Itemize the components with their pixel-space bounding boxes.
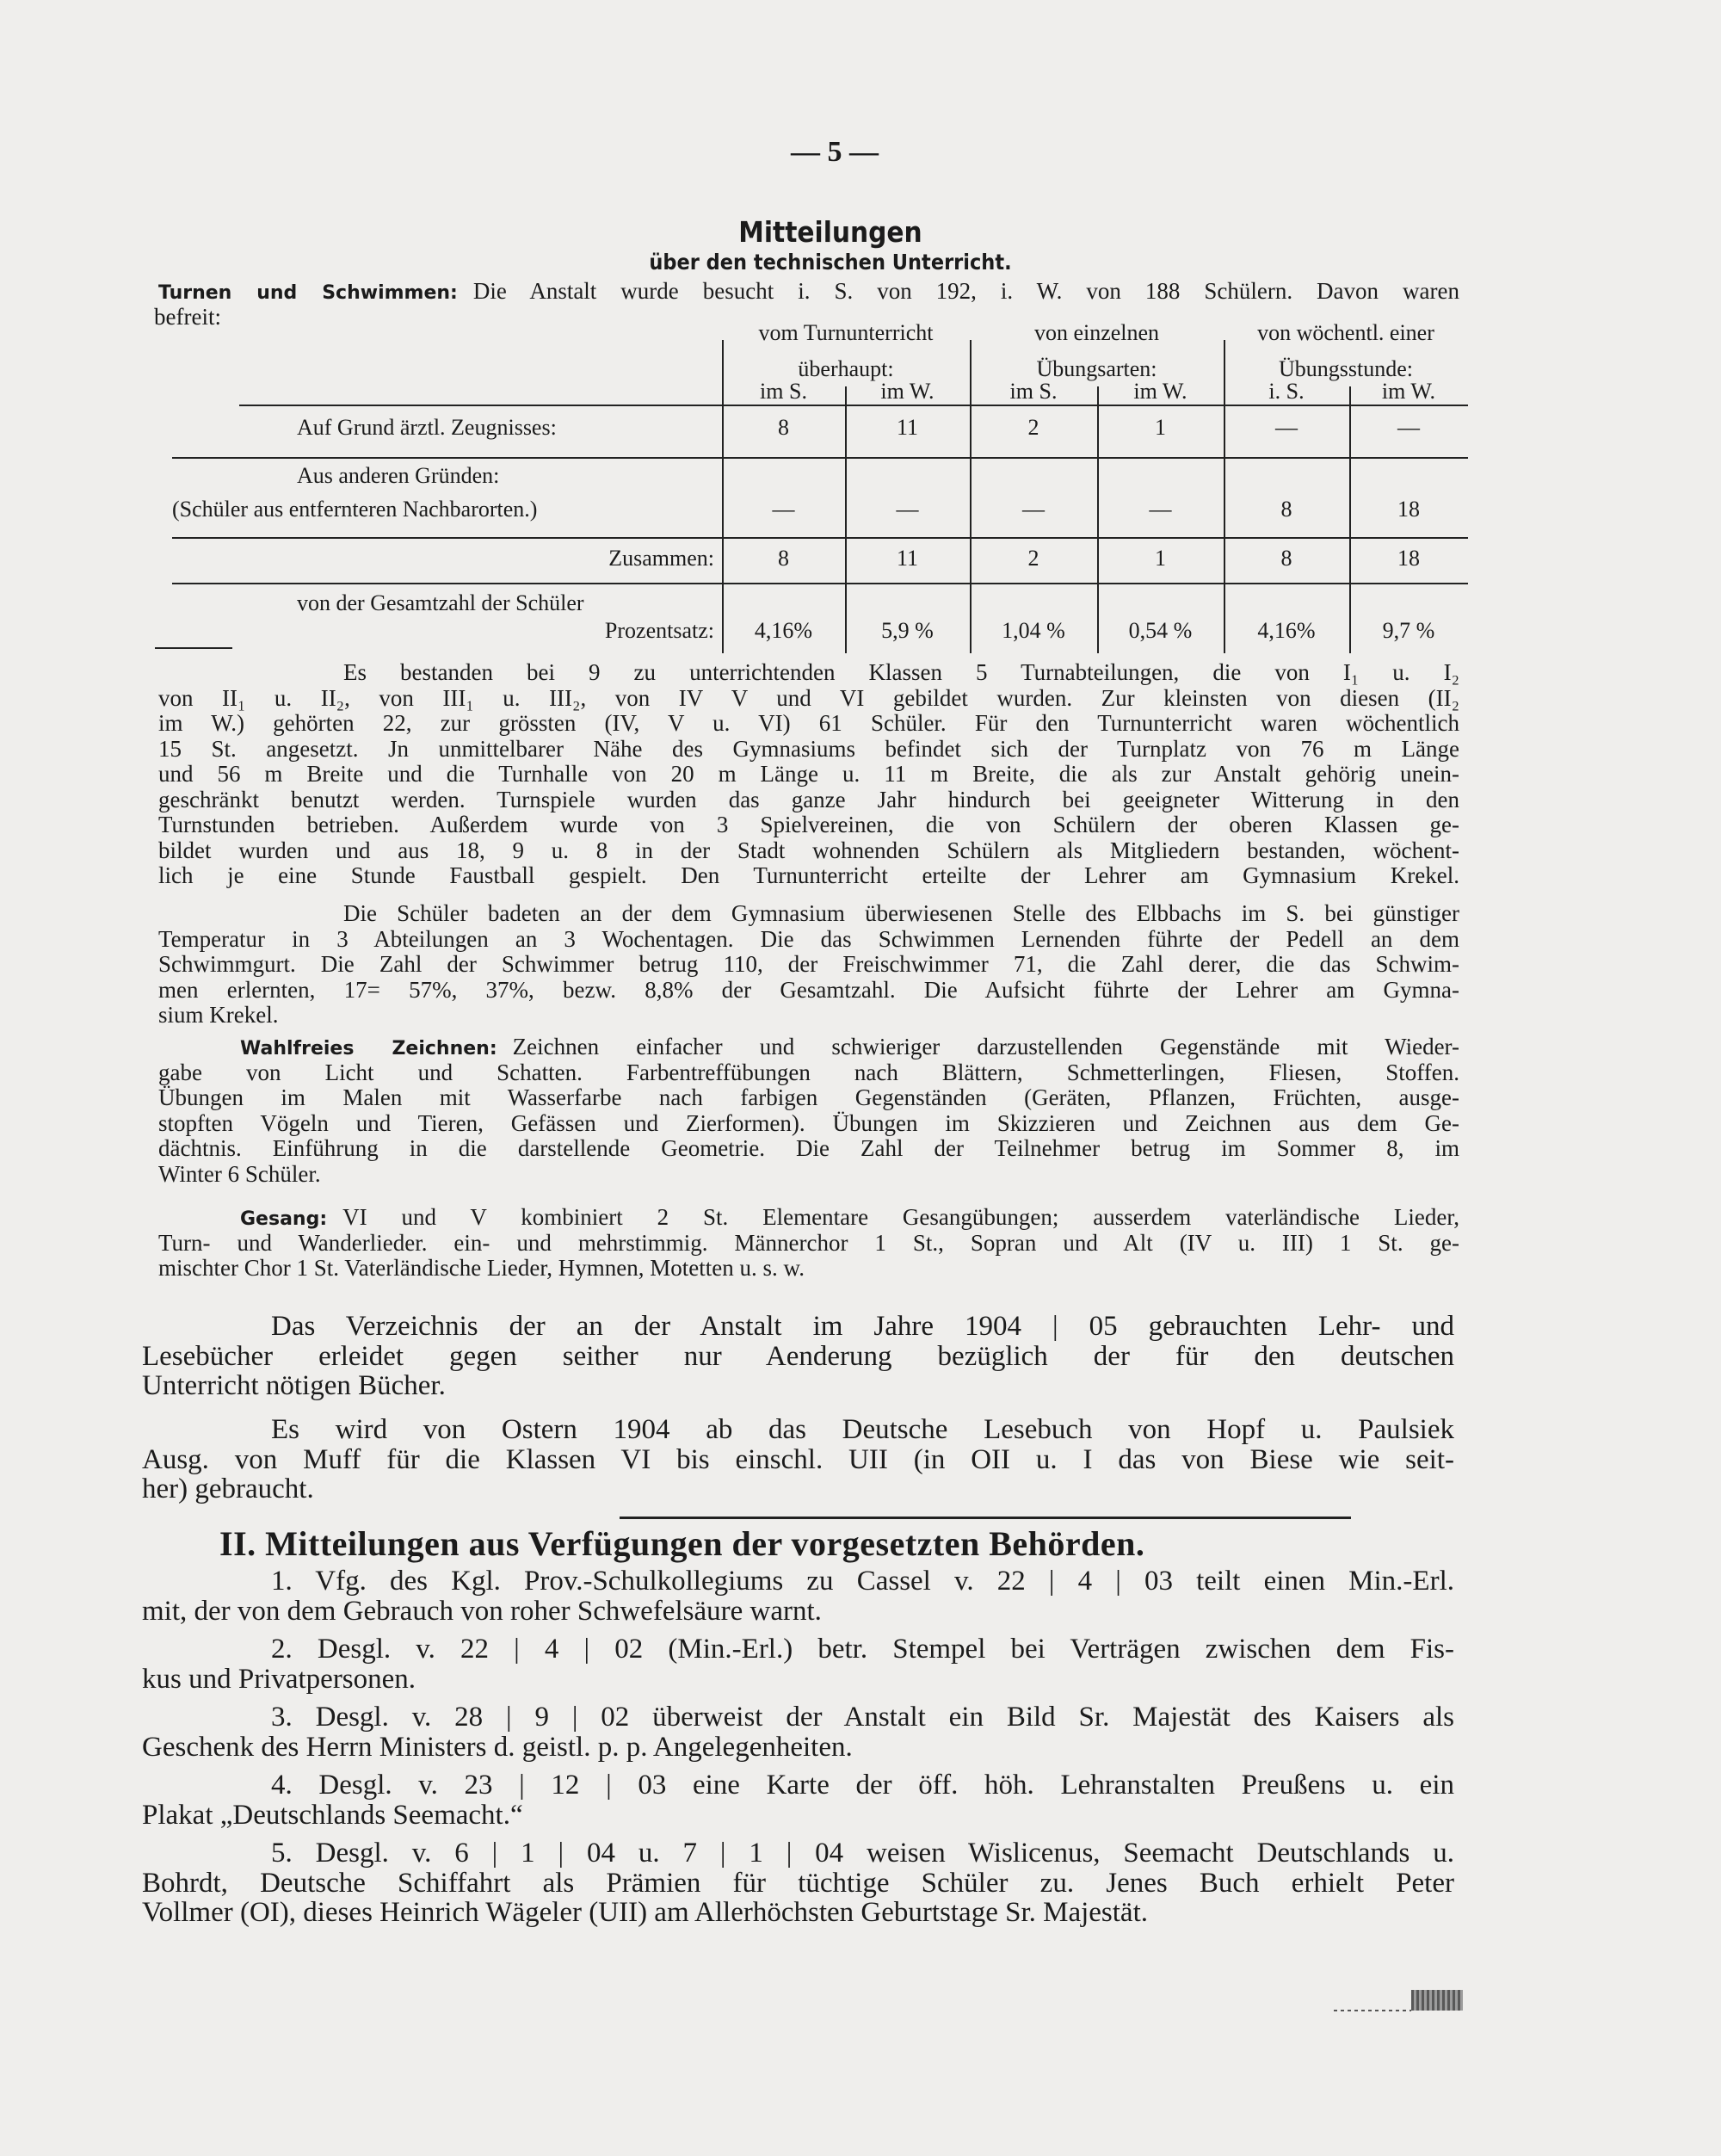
table-rule <box>239 405 1468 406</box>
text-line: Bohrdt, Deutsche Schiffahrt als Prämien für tüchtige Schüler zu. Jenes Buch erhielt Peter <box>142 1867 1454 1899</box>
text-line: Geschenk des Herrn Ministers d. geistl. p. p. Angelegenheiten. <box>142 1731 853 1763</box>
text-line: her) gebraucht. <box>142 1473 314 1504</box>
print-dash <box>1334 2010 1411 2011</box>
heading-rule <box>620 1517 1351 1519</box>
table-end-rule <box>155 647 232 649</box>
table-cell: — <box>1022 497 1045 522</box>
text-line: 2. Desgl. v. 22 | 4 | 02 (Min.-Erl.) betr. Stempel bei Verträgen zwischen dem Fis- <box>271 1634 1454 1665</box>
text-line: Vollmer (OI), dieses Heinrich Wägeler (UII) am Allerhöchsten Geburtstage Sr. Majestät. <box>142 1897 1149 1928</box>
table-cell: 18 <box>1397 546 1420 571</box>
text-line: gabe von Licht und Schatten. Farbentreffübungen nach Blättern, Schmetterlingen, Fliesen, Stoffen. <box>158 1059 1459 1085</box>
text-line <box>158 1205 1459 1231</box>
text-line: 5. Desgl. v. 6 | 1 | 04 u. 7 | 1 | 04 weisen Wislicenus, Seemacht Deutschlands u. <box>271 1838 1454 1869</box>
text-line: im W.) gehörten 22, zur grössten (IV, V u. VI) 61 Schüler. Für den Turnunterricht waren wöchentlich <box>158 710 1459 736</box>
intro-text: Die Anstalt wurde besucht i. S. von 192, i. W. von 188 Schülern. Davon waren <box>472 278 1459 304</box>
paragraph-gesang <box>158 1205 1459 1282</box>
decree-item <box>142 1838 1454 1928</box>
text-line: Winter 6 Schüler. <box>158 1160 321 1187</box>
decree-item <box>142 1566 1454 1626</box>
table-row-label: Auf Grund ärztl. Zeugnisses: <box>297 415 557 440</box>
table-subheader: im W. <box>1381 379 1436 404</box>
text-line: 1. Vfg. des Kgl. Prov.-Schulkollegiums zu Cassel v. 22 | 4 | 03 teilt einen Min.-Erl. <box>271 1566 1454 1597</box>
text-line: Übungen im Malen mit Wasserfarbe nach farbigen Gegenständen (Geräten, Pflanzen, Früchten, ausge- <box>158 1084 1459 1110</box>
table-cell: 8 <box>1280 497 1292 522</box>
text-line: bildet wurden und aus 18, 9 u. 8 in der Stadt wohnenden Schülern als Mitgliedern bestanden, wöchent- <box>158 837 1459 863</box>
table-cell: 0,54 % <box>1128 618 1193 643</box>
table-subheader: im W. <box>880 379 935 404</box>
table-cell: 2 <box>1027 415 1039 440</box>
text-line: 3. Desgl. v. 28 | 9 | 02 überweist der Anstalt ein Bild Sr. Majestät des Kaisers als <box>271 1702 1454 1733</box>
text-line: dächtnis. Einführung in die darstellende Geometrie. Die Zahl der Teilnehmer betrug im Sommer 8, im <box>158 1135 1459 1161</box>
paragraph-zeichnen <box>158 1035 1459 1187</box>
table-cell: 11 <box>896 546 919 571</box>
table-cell: 9,7 % <box>1382 618 1435 643</box>
table-cell: 8 <box>778 415 789 440</box>
paragraph-lesebuch <box>142 1415 1454 1504</box>
text-line: 4. Desgl. v. 23 | 12 | 03 eine Karte der öff. höh. Lehranstalten Preußens u. ein <box>271 1770 1454 1801</box>
table-rule <box>172 537 1468 539</box>
table-group-header: von einzelnen <box>1033 320 1160 345</box>
decree-item <box>142 1770 1454 1830</box>
table-subheader: im W. <box>1133 379 1187 404</box>
text-line: Lesebücher erleidet gegen seither nur Aenderung bezüglich der für den deutschen <box>142 1340 1454 1372</box>
table-cell: 18 <box>1397 497 1420 522</box>
text-line: stopften Vögeln und Tieren, Gefässen und Zierformen). Übungen im Skizzieren und Zeichnen aus dem Ge- <box>158 1109 1459 1136</box>
table-group-header: von wöchentl. einer <box>1257 320 1434 345</box>
table-cell: — <box>896 497 919 522</box>
table-cell: — <box>1275 415 1298 440</box>
section2-heading: II. Mitteilungen aus Verfügungen der vorgesetzten Behörden. <box>219 1524 1145 1563</box>
table-cell: 4,16% <box>754 618 813 643</box>
intro-line <box>158 279 1459 305</box>
decree-item <box>142 1634 1454 1694</box>
page-number: — 5 — <box>791 136 879 168</box>
table-cell: 11 <box>896 415 919 440</box>
table-subheader: im S. <box>1009 379 1058 404</box>
paragraph-lead: Wahlfreies Zeichnen: <box>240 1038 497 1059</box>
table-row-label: (Schüler aus entfernteren Nachbarorten.) <box>172 497 538 522</box>
text-line: Das Verzeichnis der an der Anstalt im Jahre 1904 | 05 gebrauchten Lehr- und <box>271 1311 1454 1342</box>
print-smudge <box>1411 1990 1463 2011</box>
table-row-label: Prozentsatz: <box>604 618 714 643</box>
table-group-header: Übungsarten: <box>1036 356 1157 381</box>
text-line: Es bestanden bei 9 zu unterrichtenden Klassen 5 Turnabteilungen, die von I₁ u. I₂ <box>343 659 1459 685</box>
section-title: Mitteilungen <box>738 215 922 249</box>
text-line <box>158 1035 1459 1060</box>
text-line: geschränkt benutzt werden. Turnspiele wurden das ganze Jahr hindurch bei geeigneter Witterung in den <box>158 786 1459 812</box>
table-cell: 4,16% <box>1257 618 1316 643</box>
table-cell: — <box>772 497 795 522</box>
paragraph-verzeichnis <box>142 1312 1454 1401</box>
text-line: Ausg. von Muff für die Klassen VI bis einschl. UII (in OII u. I das von Biese wie seit- <box>142 1443 1454 1475</box>
intro-line-2: befreit: <box>154 303 221 330</box>
table-cell: 2 <box>1027 546 1039 571</box>
text-line: und 56 m Breite und die Turnhalle von 20 m Länge u. 11 m Breite, die als zur Anstalt gehörig unein- <box>158 761 1459 787</box>
table-subheader: im S. <box>760 379 807 404</box>
text-line-content: VI und V kombiniert 2 St. Elementare Gesangübungen; ausserdem vaterländische Lieder, <box>342 1204 1459 1230</box>
table-cell: — <box>1397 415 1420 440</box>
text-line: Die Schüler badeten an der dem Gymnasium überwiesenen Stelle des Elbbachs im S. bei günstiger <box>343 900 1459 926</box>
intro-lead: Turnen und Schwimmen: <box>158 282 458 304</box>
text-line: Turnstunden betrieben. Außerdem wurde von 3 Spielvereinen, die von Schülern der oberen Klassen ge- <box>158 812 1459 837</box>
table-rule <box>172 583 1468 584</box>
table-row-label: von der Gesamtzahl der Schüler <box>297 590 584 615</box>
table-row-label: Aus anderen Gründen: <box>297 463 500 488</box>
text-line: Temperatur in 3 Abteilungen an 3 Wochentagen. Die das Schwimmen Lernenden führte der Pedell an dem <box>158 925 1459 952</box>
text-line: men erlernten, 17= 57%, 37%, bezw. 8,8% der Gesamtzahl. Die Aufsicht führte der Lehrer am Gymna- <box>158 976 1459 1003</box>
text-line: mischter Chor 1 St. Vaterländische Lieder, Hymnen, Motetten u. s. w. <box>158 1255 805 1281</box>
table-cell: — <box>1149 497 1172 522</box>
text-line: Schwimmgurt. Die Zahl der Schwimmer betrug 110, der Freischwimmer 71, die Zahl derer, die das Schwim- <box>158 951 1459 977</box>
paragraph-lead: Gesang: <box>240 1208 328 1230</box>
text-line: kus und Privatpersonen. <box>142 1663 416 1695</box>
section-subtitle: über den technischen Unterricht. <box>649 250 1012 275</box>
table-cell: 1,04 % <box>1002 618 1065 643</box>
table-cell: 8 <box>1280 546 1292 571</box>
text-line: lich je eine Stunde Faustball gespielt. Den Turnunterricht erteilte der Lehrer am Gymnasium Krekel. <box>158 862 1459 888</box>
text-line: Es wird von Ostern 1904 ab das Deutsche Lesebuch von Hopf u. Paulsiek <box>271 1414 1454 1445</box>
table-group-header: Übungsstunde: <box>1279 356 1413 381</box>
table-cell: 1 <box>1155 415 1166 440</box>
text-line: 15 St. angesetzt. Jn unmittelbarer Nähe des Gymnasiums befindet sich der Turnplatz von 76 m Länge <box>158 735 1459 762</box>
table-subheader: i. S. <box>1268 379 1305 404</box>
paragraph-turnen <box>158 660 1459 889</box>
text-line: sium Krekel. <box>158 1002 279 1028</box>
text-line: Turn- und Wanderlieder. ein- und mehrstimmig. Männerchor 1 St., Sopran und Alt (IV u. III) 1 St. ge- <box>158 1229 1459 1256</box>
text-line-content: Zeichnen einfacher und schwieriger darzustellenden Gegenstände mit Wieder- <box>512 1034 1459 1059</box>
table-cell: 8 <box>778 546 789 571</box>
decree-item <box>142 1702 1454 1762</box>
table-row-label: Zusammen: <box>608 546 714 571</box>
table-rule <box>172 457 1468 459</box>
text-line: Unterricht nötigen Bücher. <box>142 1370 446 1401</box>
text-line: von II₁ u. II₂, von III₁ u. III₂, von IV V und VI gebildet wurden. Zur kleinsten von diesen (II₂ <box>158 684 1459 711</box>
table-cell: 5,9 % <box>881 618 934 643</box>
table-cell: 1 <box>1155 546 1166 571</box>
decree-list <box>142 1566 1454 1928</box>
paragraph-schwimmen <box>158 901 1459 1029</box>
text-line: mit, der von dem Gebrauch von roher Schwefelsäure warnt. <box>142 1595 822 1627</box>
table-group-header: überhaupt: <box>798 356 894 381</box>
table-group-header: vom Turnunterricht <box>758 320 934 345</box>
text-line: Plakat „Deutschlands Seemacht.“ <box>142 1799 523 1831</box>
